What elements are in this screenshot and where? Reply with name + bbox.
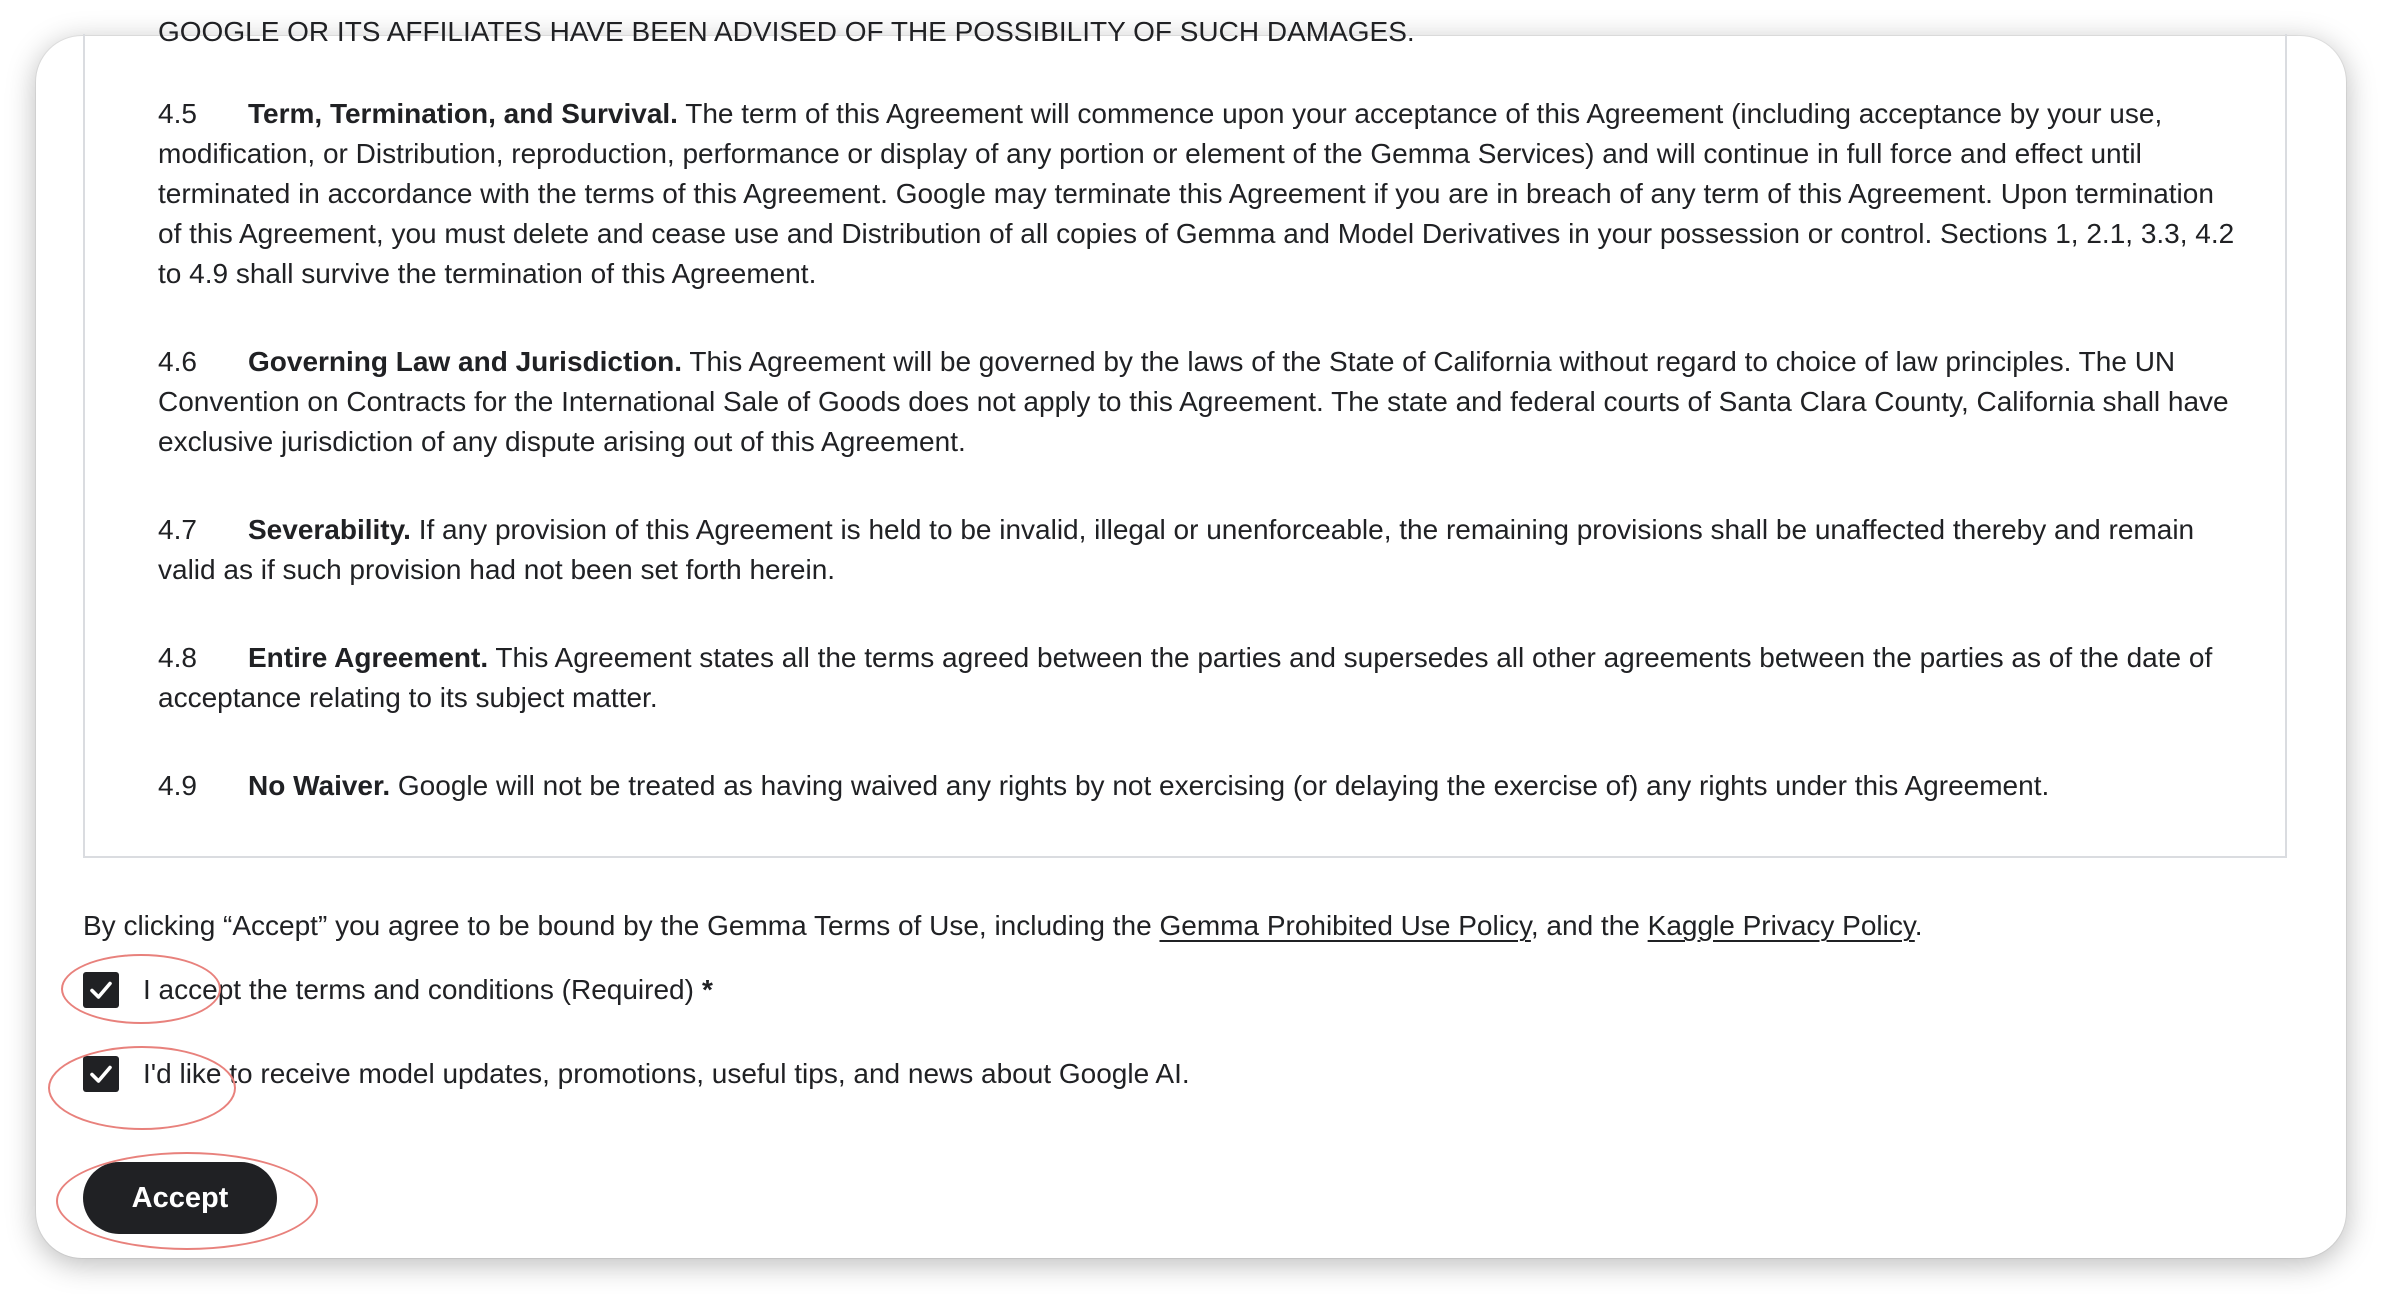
terms-section-4-5	[158, 94, 2243, 294]
terms-scroll-box[interactable]	[83, 16, 2287, 858]
section-body: This Agreement will be governed by the laws of the State of California without regard to choice of law principles. The UN Convention on Contracts for the International Sale of Goods does not apply to this Agreement. The state and federal courts of Santa Clara County, California shall have exclusive jurisdiction of any dispute arising out of this Agreement.	[158, 346, 2229, 457]
marketing-opt-in-row[interactable]	[83, 1054, 1190, 1094]
section-title: No Waiver.	[248, 770, 391, 801]
section-title: Severability.	[248, 514, 411, 545]
accept-terms-checkbox[interactable]	[83, 972, 119, 1008]
section-body: If any provision of this Agreement is held to be invalid, illegal or unenforceable, the remaining provisions shall be unaffected thereby and remain valid as if such provision had not been set forth herein.	[158, 514, 2195, 585]
checkmark-icon	[87, 976, 115, 1004]
section-title: Entire Agreement.	[248, 642, 489, 673]
section-title: Term, Termination, and Survival.	[248, 98, 678, 129]
consent-notice	[83, 906, 1923, 946]
accept-terms-label: I accept the terms and conditions (Required)	[143, 974, 694, 1005]
terms-section-4-8	[158, 638, 2243, 718]
marketing-label: I'd like to receive model updates, promotions, useful tips, and news about Google AI.	[143, 1058, 1190, 1089]
checkmark-icon	[87, 1060, 115, 1088]
consent-suffix: .	[1914, 910, 1923, 941]
section-number: 4.9	[158, 770, 197, 801]
terms-section-4-7	[158, 510, 2243, 590]
dialog-window	[36, 16, 2346, 1258]
section-number: 4.7	[158, 514, 197, 545]
section-body: This Agreement states all the terms agreed between the parties and supersedes all other agreements between the parties as of the date of acceptance relating to its subject matter.	[158, 642, 2213, 713]
consent-prefix: By clicking “Accept” you agree to be bound by the Gemma Terms of Use, including the	[83, 910, 1160, 941]
section-number: 4.8	[158, 642, 197, 673]
required-marker: *	[701, 974, 713, 1005]
section-body: The term of this Agreement will commence upon your acceptance of this Agreement (including acceptance by your use, modification, or Distribution, reproduction, performance or display of any portion or element of the Gemma Services) and will continue in full force and effect until terminated in accordance with the terms of this Agreement. Google may terminate this Agreement if you are in breach of any term of this Agreement. Upon termination of this Agreement, you must delete and cease use and Distribution of all copies of Gemma and Model Derivatives in your possession or control. Sections 1, 2.1, 3.3, 4.2 to 4.9 shall survive the termination of this Agreement.	[158, 98, 2235, 289]
consent-middle: , and the	[1530, 910, 1648, 941]
section-number: 4.6	[158, 346, 197, 377]
terms-section-4-9	[158, 766, 2243, 806]
accept-button[interactable]: Accept	[83, 1162, 277, 1234]
section-number: 4.5	[158, 98, 197, 129]
section-body: Google will not be treated as having waived any rights by not exercising (or delaying the exercise of) any rights under this Agreement.	[397, 770, 2050, 801]
marketing-checkbox[interactable]	[83, 1056, 119, 1092]
terms-cut-off-line: GOOGLE OR ITS AFFILIATES HAVE BEEN ADVISED OF THE POSSIBILITY OF SUCH DAMAGES.	[158, 16, 1415, 47]
terms-section-4-6	[158, 342, 2243, 462]
section-title: Governing Law and Jurisdiction.	[248, 346, 683, 377]
accept-terms-row[interactable]	[83, 970, 713, 1010]
prohibited-use-policy-link[interactable]: Gemma Prohibited Use Policy	[1159, 910, 1531, 941]
kaggle-privacy-policy-link[interactable]: Kaggle Privacy Policy	[1647, 910, 1915, 941]
